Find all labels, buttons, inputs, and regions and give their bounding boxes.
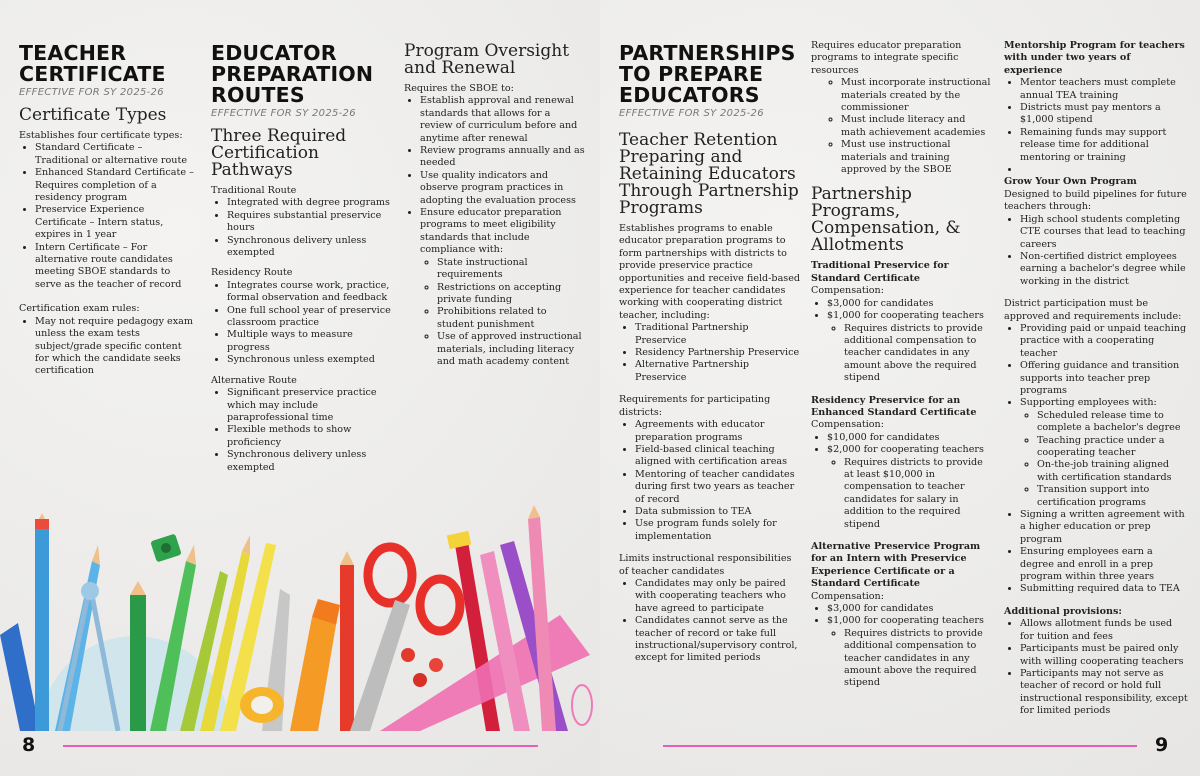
section-subheading: Program Oversight and Renewal bbox=[404, 41, 570, 78]
requirements-intro: Requirements for participating districts: bbox=[619, 394, 771, 418]
section-subheading: Teacher Retention Preparing and Retaining Educators Through Partnership Programs bbox=[619, 130, 799, 218]
list-item bbox=[420, 207, 586, 368]
list-item: ◦ Transition support into certification programs bbox=[1037, 484, 1188, 509]
list-item: • Standard Certificate – Traditional or alternative route bbox=[35, 142, 197, 167]
list-item: ◦ Scheduled release time to complete a bachelor's degree bbox=[1037, 410, 1188, 435]
list-item: • Multiple ways to measure progress bbox=[227, 329, 391, 354]
route-list bbox=[211, 387, 391, 474]
exam-rules-intro: Certification exam rules: bbox=[19, 303, 140, 315]
list-item: • Traditional Partnership Preservice bbox=[635, 322, 801, 347]
list-item: • Non-certified district employees earning a bachelor's degree while working in the district bbox=[1020, 251, 1188, 288]
exam-rule-list bbox=[19, 316, 197, 378]
effective-date: EFFECTIVE FOR SY 2025-26 bbox=[211, 108, 356, 119]
footer-rule bbox=[63, 745, 538, 747]
route-name: Traditional Route bbox=[211, 185, 297, 196]
list-item: • $3,000 for candidates bbox=[827, 603, 991, 615]
list-item bbox=[1020, 397, 1188, 509]
intro-text: Requires the SBOE to: bbox=[404, 83, 514, 94]
list-item: • Field-based clinical teaching aligned with certification areas bbox=[635, 444, 801, 469]
page-number: 9 bbox=[1155, 734, 1169, 756]
program-title: Residency Preservice for an Enhanced Standard Certificate bbox=[811, 394, 977, 418]
section-subheading: Partnership Programs, Compensation, & Allotments bbox=[811, 184, 961, 256]
intro-text: Establishes four certificate types: bbox=[19, 130, 183, 141]
list-item: • Alternative Partnership Preservice bbox=[635, 359, 801, 384]
program-oversight-column bbox=[404, 40, 586, 368]
list-item: • May not require pedagogy exam unless the exam tests subject/grade specific content for which the candidate seeks certification bbox=[35, 316, 197, 378]
mentorship-list bbox=[1004, 77, 1188, 176]
list-item-text: Ensure educator preparation programs to meet eligibility standards that include compliance with: bbox=[420, 207, 562, 256]
list-item: • Synchronous delivery unless exempted bbox=[227, 235, 391, 260]
list-item bbox=[827, 444, 991, 531]
compensation-label: Compensation: bbox=[811, 285, 884, 297]
grow-your-own-intro: Designed to build pipelines for future teachers through: bbox=[1004, 188, 1187, 213]
list-item: ◦ Requires districts to provide additional compensation to teacher candidates in any amount above the required stipend bbox=[844, 323, 991, 385]
additional-provisions-list bbox=[1004, 618, 1188, 717]
list-item: ◦ State instructional requirements bbox=[437, 257, 586, 282]
list-item: • Participants may not serve as teacher of record or hold full instructional responsibility, except for limited periods bbox=[1020, 668, 1188, 718]
list-item: • Ensuring employees earn a degree and enroll in a prep program within three years bbox=[1020, 546, 1188, 583]
list-item: • Integrated with degree programs bbox=[227, 197, 391, 209]
list-item: • Synchronous unless exempted bbox=[227, 354, 391, 366]
list-item-text: Supporting employees with: bbox=[1020, 397, 1157, 409]
list-item: • Mentor teachers must complete annual TEA training bbox=[1020, 77, 1188, 102]
list-item-text: $1,000 for cooperating teachers bbox=[827, 310, 984, 322]
list-item: • Intern Certificate – For alternative route candidates meeting SBOE standards to serve as the teacher of record bbox=[35, 242, 197, 292]
section-heading: PARTNERSHIPS TO PREPARE EDUCATORS bbox=[619, 41, 796, 107]
right-page bbox=[600, 0, 1200, 776]
list-item: • Synchronous delivery unless exempted bbox=[227, 449, 391, 474]
list-item: • Review programs annually and as needed bbox=[420, 145, 586, 170]
list-item: • Significant preservice practice which may include paraprofessional time bbox=[227, 387, 391, 424]
section-subheading: Three Required Certification Pathways bbox=[211, 126, 347, 180]
list-item: • Agreements with educator preparation programs bbox=[635, 419, 801, 444]
compensation-list bbox=[811, 432, 991, 531]
district-intro: District participation must be approved and requirements include: bbox=[1004, 298, 1182, 322]
list-item: • Candidates cannot serve as the teacher of record or take full instructional/supervisory control, except for limited periods bbox=[635, 615, 801, 665]
list-item: • $10,000 for candidates bbox=[827, 432, 991, 444]
list-item: • Offering guidance and transition supports into teacher prep programs bbox=[1020, 360, 1188, 397]
certificate-type-list bbox=[19, 142, 197, 291]
list-item: • Signing a written agreement with a higher education or prep program bbox=[1020, 509, 1188, 546]
list-item bbox=[1020, 164, 1188, 176]
district-requirement-list bbox=[1004, 323, 1188, 596]
list-item: • Data submission to TEA bbox=[635, 506, 801, 518]
compensation-column bbox=[811, 40, 991, 690]
list-item: • Submitting required data to TEA bbox=[1020, 583, 1188, 595]
route-name: Alternative Route bbox=[211, 374, 297, 386]
list-item: • Enhanced Standard Certificate – Requires completion of a residency program bbox=[35, 167, 197, 204]
list-item: • Allows allotment funds be used for tuition and fees bbox=[1020, 618, 1188, 643]
list-item: • $3,000 for candidates bbox=[827, 298, 991, 310]
list-item-text: $1,000 for cooperating teachers bbox=[827, 615, 984, 627]
limits-intro: Limits instructional responsibilities of teacher candidates bbox=[619, 553, 792, 577]
mentorship-column bbox=[1004, 40, 1188, 718]
compliance-list bbox=[420, 257, 586, 369]
resource-list bbox=[811, 77, 991, 176]
section-heading: EDUCATOR PREPARATION ROUTES bbox=[211, 41, 374, 107]
footer-rule bbox=[663, 745, 1137, 747]
list-item: • Establish approval and renewal standards that allows for a review of curriculum before and anytime after renewal bbox=[420, 95, 586, 145]
mentorship-title: Mentorship Program for teachers with under two years of experience bbox=[1004, 40, 1185, 76]
page-number: 8 bbox=[22, 734, 36, 756]
intro-text: Requires educator preparation programs to integrate specific resources bbox=[811, 40, 962, 76]
list-item: • Flexible methods to show proficiency bbox=[227, 424, 391, 449]
limits-list bbox=[619, 578, 801, 665]
list-item: • Use quality indicators and observe program practices in adopting the evaluation process bbox=[420, 170, 586, 207]
list-item: • Providing paid or unpaid teaching practice with a cooperating teacher bbox=[1020, 323, 1188, 360]
route-list bbox=[211, 280, 391, 367]
compensation-label: Compensation: bbox=[811, 590, 884, 602]
grow-your-own-title: Grow Your Own Program bbox=[1004, 176, 1137, 188]
compensation-label: Compensation: bbox=[811, 419, 884, 431]
effective-date: EFFECTIVE FOR SY 2025-26 bbox=[19, 87, 164, 98]
partnership-list bbox=[619, 322, 801, 384]
support-list bbox=[1020, 410, 1188, 509]
list-item: • High school students completing CTE courses that lead to teaching careers bbox=[1020, 214, 1188, 251]
additional-provisions-title: Additional provisions: bbox=[1004, 605, 1122, 617]
educator-preparation-column bbox=[211, 40, 391, 474]
route-name: Residency Route bbox=[211, 267, 293, 279]
list-item: ◦ On-the-job training aligned with certification standards bbox=[1037, 459, 1188, 484]
list-item-text: $2,000 for cooperating teachers bbox=[827, 444, 984, 456]
list-item: • Residency Partnership Preservice bbox=[635, 347, 801, 359]
section-subheading: Certificate Types bbox=[19, 105, 167, 125]
list-item: ◦ Requires districts to provide additional compensation to teacher candidates in any amount above the required stipend bbox=[844, 628, 991, 690]
route-list bbox=[211, 197, 391, 259]
list-item: • Integrates course work, practice, formal observation and feedback bbox=[227, 280, 391, 305]
compensation-list bbox=[811, 603, 991, 690]
list-item bbox=[827, 615, 991, 689]
list-item: • Preservice Experience Certificate – Intern status, expires in 1 year bbox=[35, 204, 197, 241]
list-item: ◦ Requires districts to provide at least $10,000 in compensation to teacher candidates for salary in addition to the required stipend bbox=[844, 457, 991, 531]
program-title: Traditional Preservice for Standard Certificate bbox=[811, 260, 949, 284]
list-item: ◦ Teaching practice under a cooperating teacher bbox=[1037, 435, 1188, 460]
list-item: ◦ Prohibitions related to student punishment bbox=[437, 306, 586, 331]
teacher-certificate-column bbox=[19, 40, 197, 378]
effective-date: EFFECTIVE FOR SY 2025-26 bbox=[619, 108, 764, 119]
grow-your-own-list bbox=[1004, 214, 1188, 288]
intro-text: Establishes programs to enable educator preparation programs to form partnerships with districts to provide preservice practice opportunities and receive field-based experience for teacher candidates working with cooperating district teacher, including: bbox=[619, 223, 801, 321]
list-item: ◦ Use of approved instructional materials, including literacy and math academy content bbox=[437, 331, 586, 368]
oversight-list bbox=[404, 95, 586, 368]
partnerships-column bbox=[619, 40, 801, 665]
list-item: • Participants must be paired only with willing cooperating teachers bbox=[1020, 643, 1188, 668]
list-item: • Mentoring of teacher candidates during first two years as teacher of record bbox=[635, 469, 801, 506]
school-supplies-illustration bbox=[0, 505, 600, 731]
requirement-list bbox=[619, 419, 801, 543]
list-item: • Remaining funds may support release time for additional mentoring or training bbox=[1020, 127, 1188, 164]
list-item: • One full school year of preservice classroom practice bbox=[227, 305, 391, 330]
compensation-list bbox=[811, 298, 991, 385]
section-heading: TEACHER CERTIFICATE bbox=[19, 41, 166, 86]
list-item: • Requires substantial preservice hours bbox=[227, 210, 391, 235]
list-item: ◦ Restrictions on accepting private funding bbox=[437, 282, 586, 307]
list-item: ◦ Must use instructional materials and training approved by the SBOE bbox=[841, 139, 991, 176]
list-item: ◦ Must incorporate instructional materials created by the commissioner bbox=[841, 77, 991, 114]
list-item bbox=[827, 310, 991, 384]
list-item: • Districts must pay mentors a $1,000 stipend bbox=[1020, 102, 1188, 127]
list-item: • Use program funds solely for implementation bbox=[635, 518, 801, 543]
list-item: • Candidates may only be paired with cooperating teachers who have agreed to participate bbox=[635, 578, 801, 615]
program-title: Alternative Preservice Program for an Intern with Preservice Experience Certificate or a Standard Certificate bbox=[811, 541, 981, 590]
list-item: ◦ Must include literacy and math achievement academies bbox=[841, 114, 991, 139]
